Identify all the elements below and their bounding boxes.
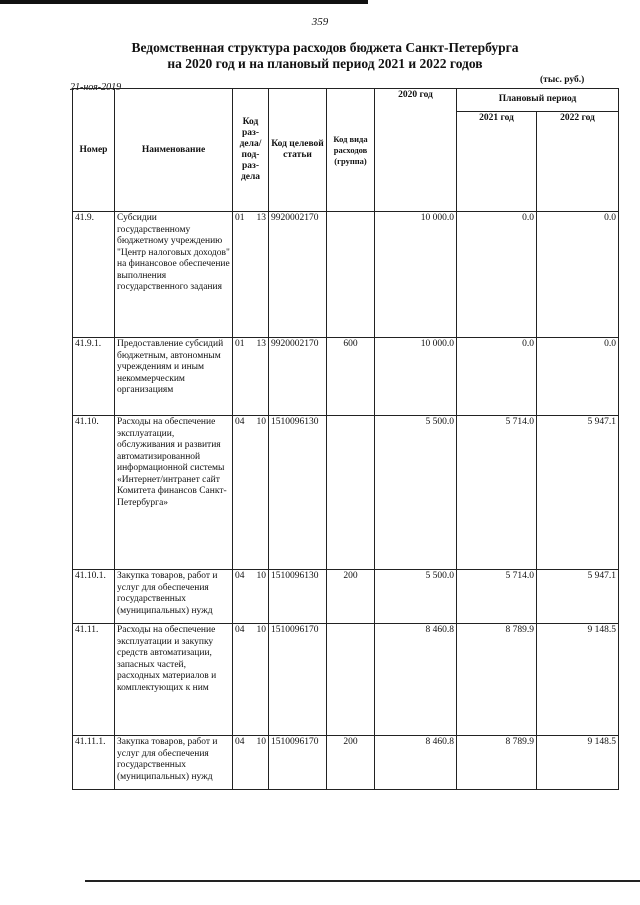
table-row [73,212,619,338]
row-value-2020: 10 000.0 [375,338,457,416]
row-value-2020: 5 500.0 [375,570,457,624]
row-value-2022: 5 947.1 [537,416,619,570]
header-target-code: Код целевой статьи [269,89,327,212]
title-line-1: Ведомственная структура расходов бюджета Санкт-Петербурга [131,40,519,55]
row-value-2022: 9 148.5 [537,736,619,790]
row-value-2020: 10 000.0 [375,212,457,338]
row-expense-type [327,416,375,570]
row-value-2021: 0.0 [457,212,537,338]
row-value-2021: 8 789.9 [457,624,537,736]
row-section-code: 04 10 [233,624,269,736]
page-number: 359 [311,16,329,28]
row-value-2021: 8 789.9 [457,736,537,790]
row-target-code: 9920002170 [269,338,327,416]
header-number: Номер [73,89,115,212]
row-number: 41.10. [73,416,115,570]
table-row [73,338,619,416]
row-section-code: 04 10 [233,570,269,624]
row-expense-type [327,624,375,736]
row-value-2021: 0.0 [457,338,537,416]
row-number: 41.9.1. [73,338,115,416]
table-body [73,212,619,790]
row-name: Закупка товаров, работ и услуг для обеспечения государственных (муниципальных) нужд [115,736,233,790]
table-row [73,736,619,790]
units-label: (тыс. руб.) [540,75,585,85]
row-number: 41.11. [73,624,115,736]
row-expense-type: 200 [327,570,375,624]
row-target-code: 1510096130 [269,570,327,624]
header-expense-type-code: Код вида расходов (группа) [327,89,375,212]
row-value-2022: 5 947.1 [537,570,619,624]
row-number: 41.10.1. [73,570,115,624]
row-expense-type: 600 [327,338,375,416]
row-section-code: 01 13 [233,338,269,416]
row-value-2020: 5 500.0 [375,416,457,570]
document-date: 21-ноя-2019 [70,82,122,93]
row-value-2020: 8 460.8 [375,624,457,736]
row-name: Предоставление субсидий бюджетным, автономным учреждениям и иным некоммерческим организациям [115,338,233,416]
row-name: Закупка товаров, работ и услуг для обеспечения государственных (муниципальных) нужд [115,570,233,624]
row-target-code: 1510096170 [269,624,327,736]
row-section-code: 04 10 [233,736,269,790]
document-title [30,40,620,72]
row-target-code: 9920002170 [269,212,327,338]
row-number: 41.11.1. [73,736,115,790]
row-name: Расходы на обеспечение эксплуатации и закупку средств автоматизации, запасных частей, расходных материалов и комплектующих к ним [115,624,233,736]
table-header [73,89,619,212]
row-expense-type: 200 [327,736,375,790]
header-name: Наименование [115,89,233,212]
table-row [73,624,619,736]
row-value-2020: 8 460.8 [375,736,457,790]
row-section-code: 01 13 [233,212,269,338]
table-row [73,570,619,624]
row-expense-type [327,212,375,338]
row-value-2021: 5 714.0 [457,570,537,624]
row-target-code: 1510096170 [269,736,327,790]
row-value-2022: 0.0 [537,212,619,338]
title-line-2: на 2020 год и на плановый период 2021 и 2022 годов [167,56,483,71]
header-planned-period: Плановый период [457,89,619,112]
row-name: Расходы на обеспечение эксплуатации, обслуживания и развития автоматизированной информационной системы «Интернет/интранет сайт Комитета финансов Санкт-Петербурга» [115,416,233,570]
row-target-code: 1510096130 [269,416,327,570]
top-border-line [0,0,368,4]
row-name: Субсидии государственному бюджетному учреждению "Центр налоговых доходов" на финансовое обеспечение выполнения государственного задания [115,212,233,338]
budget-table [72,88,619,790]
row-value-2022: 9 148.5 [537,624,619,736]
row-value-2022: 0.0 [537,338,619,416]
header-year-2020: 2020 год [375,89,457,212]
row-number: 41.9. [73,212,115,338]
header-section-code: Код раз- дела/ под- раз- дела [233,89,269,212]
row-section-code: 04 10 [233,416,269,570]
bottom-border-line [85,880,640,882]
header-year-2021: 2021 год [457,111,537,211]
header-year-2022: 2022 год [537,111,619,211]
row-value-2021: 5 714.0 [457,416,537,570]
table-row [73,416,619,570]
